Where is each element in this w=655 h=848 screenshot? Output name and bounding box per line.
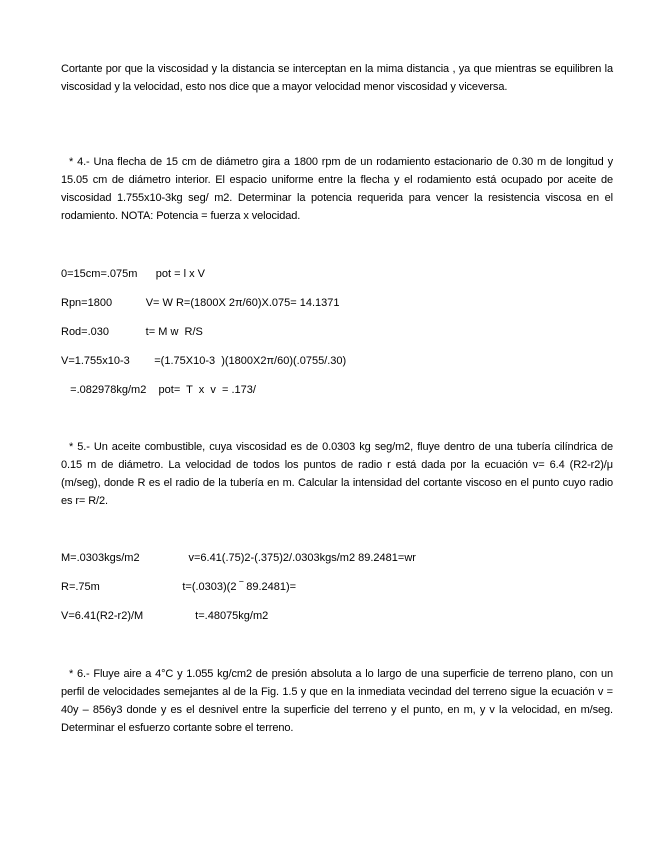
problem-6-text: * 6.- Fluye aire a 4°C y 1.055 kg/cm2 de presión absoluta a lo largo de una superficie de terreno plano, con un perfil de velocidades semejantes al de la Fig. 1.5 y que en la inmediata vecindad del terreno sigue la ecuación v = 40y – 856y3 donde y es el desnivel entre la superficie del terreno y el punto, en m, y v la velocidad, en m/seg. Determinar el esfuerzo cortante sobre el terreno. xyxy=(61,668,613,734)
calc4-line-3: Rod=.030 t= M w R/S xyxy=(61,326,203,338)
intro-text: Cortante por que la viscosidad y la distancia se interceptan en la mima distancia , ya que mientras se equilibren la viscosidad y la velocidad, esto nos dice que a mayor velocidad menor viscosidad y viceversa. xyxy=(61,63,613,93)
calc5-line-2: R=.75m t=(.0303)(2 ‾ 89.2481)= xyxy=(61,581,297,593)
calc5-line-1: M=.0303kgs/m2 v=6.41(.75)2-(.375)2/.0303kgs/m2 89.2481=wr xyxy=(61,552,416,564)
problem-4-text: * 4.- Una flecha de 15 cm de diámetro gira a 1800 rpm de un rodamiento estacionario de 0.30 m de longitud y 15.05 cm de diámetro interior. El espacio uniforme entre la flecha y el rodamiento está ocupado por aceite de viscosidad 1.755x10-3kg seg/ m2. Determinar la potencia requerida para vencer la resistencia viscosa en el rodamiento. NOTA: Potencia = fuerza x velocidad. xyxy=(61,156,613,222)
problem-5-paragraph xyxy=(61,438,613,510)
intro-paragraph xyxy=(61,60,613,96)
problem-5-text: * 5.- Un aceite combustible, cuya viscosidad es de 0.0303 kg seg/m2, fluye dentro de una tubería cilíndrica de 0.15 m de diámetro. La velocidad de todos los puntos de radio r está dada por la ecuación v= 6.4 (R2-r2)/μ (m/seg), donde R es el radio de la tubería en m. Calcular la intensidad del cortante viscoso en el punto cuyo radio es r= R/2. xyxy=(61,441,613,507)
calc4-line-5: =.082978kg/m2 pot= T x v = .173/ xyxy=(61,384,256,396)
calc5-line-3: V=6.41(R2-r2)/M t=.48075kg/m2 xyxy=(61,610,269,622)
problem-4-paragraph xyxy=(61,153,613,225)
calc4-line-4: V=1.755x10-3 =(1.75X10-3 )(1800X2π/60)(.0755/.30) xyxy=(61,355,347,367)
problem-6-paragraph xyxy=(61,665,613,737)
calc4-line-1: 0=15cm=.075m pot = l x V xyxy=(61,268,205,280)
calc4-line-2: Rpn=1800 V= W R=(1800X 2π/60)X.075= 14.1371 xyxy=(61,297,340,309)
